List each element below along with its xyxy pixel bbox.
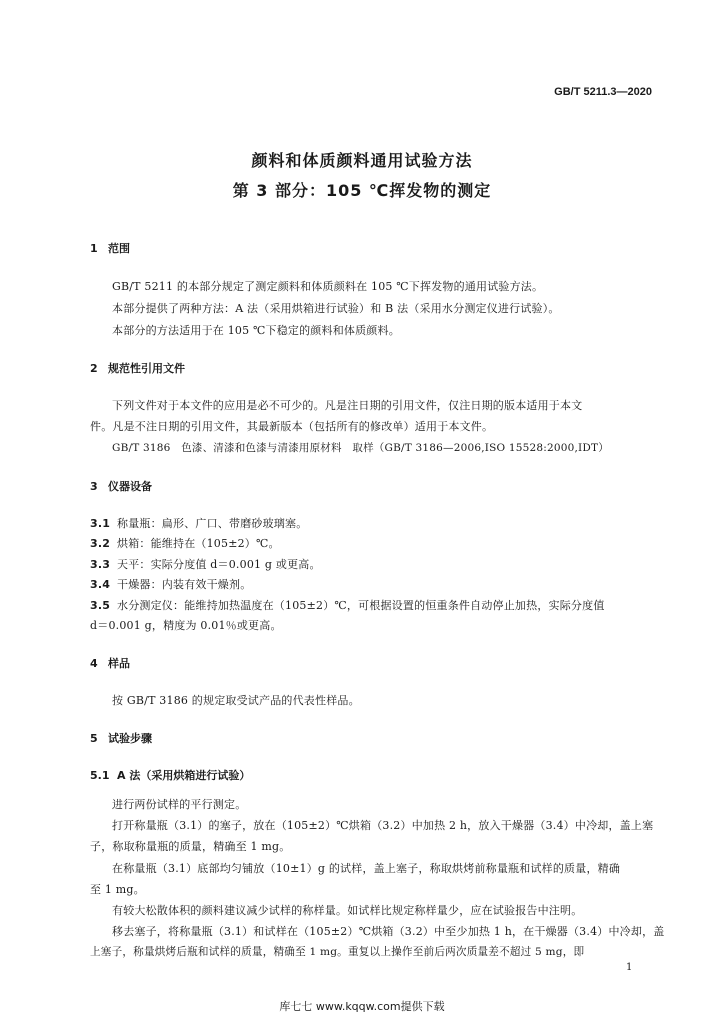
item-text: 水分测定仪：能维持加热温度在（105±2）℃，可根据设置的恒重条件自动停止加热，实际分度值: [117, 599, 605, 612]
section-title: 样品: [108, 657, 130, 670]
footer-watermark: 库七七 www.kqqw.com提供下载: [279, 1000, 445, 1013]
list-item: [90, 556, 321, 572]
document-title-line1: 颜料和体质颜料通用试验方法: [251, 151, 473, 170]
section-title: 范围: [108, 242, 130, 255]
normative-reference: GB/T 3186 色漆、清漆和色漆与清漆用原材料 取样（GB/T 3186—2006,ISO 15528:2000,IDT）: [112, 442, 609, 454]
paragraph: 下列文件对于本文件的应用是必不可少的。凡是注日期的引用文件，仅注日期的版本适用于本文: [112, 399, 583, 412]
section-5-heading: [90, 730, 152, 746]
item-text: 称量瓶：扁形、广口、带磨砂玻璃塞。: [117, 517, 308, 530]
paragraph: 本部分的方法适用于在 105 ℃下稳定的颜料和体质颜料。: [112, 324, 400, 337]
paragraph: 本部分提供了两种方法：A 法（采用烘箱进行试验）和 B 法（采用水分测定仪进行试验）。: [112, 302, 560, 315]
page-number: 1: [626, 962, 633, 973]
subsection-5-1-heading: [90, 767, 250, 783]
list-item: [90, 535, 280, 551]
document-title-line2: 第 3 部分：105 ℃挥发物的测定: [232, 181, 492, 200]
item-text: 天平：实际分度值 d＝0.001 g 或更高。: [117, 558, 321, 571]
section-2-heading: [90, 360, 185, 376]
section-number: 4: [90, 657, 98, 670]
section-3-heading: [90, 478, 152, 494]
item-text: 烘箱：能维持在（105±2）℃。: [117, 537, 280, 550]
paragraph: 子，称取称量瓶的质量，精确至 1 mg。: [90, 840, 291, 853]
paragraph: 进行两份试样的平行测定。: [112, 798, 247, 811]
section-number: 5: [90, 732, 98, 745]
item-number: 3.2: [90, 537, 111, 550]
section-1-heading: [90, 240, 130, 256]
list-item-continuation: d＝0.001 g，精度为 0.01％或更高。: [90, 619, 282, 632]
subsection-title: A 法（采用烘箱进行试验）: [117, 769, 251, 782]
item-text: 干燥器：内装有效干燥剂。: [117, 578, 252, 591]
section-number: 1: [90, 242, 98, 255]
paragraph: 在称量瓶（3.1）底部均匀铺放（10±1）g 的试样，盖上塞子，称取烘烤前称量瓶和试样的质量，精确: [112, 862, 621, 875]
subsection-number: 5.1: [90, 769, 110, 782]
paragraph: 上塞子，称量烘烤后瓶和试样的质量，精确至 1 mg。重复以上操作至前后两次质量差不超过 5 mg，即: [90, 946, 585, 958]
section-number: 3: [90, 480, 98, 493]
section-4-heading: [90, 655, 130, 671]
list-item: [90, 515, 307, 531]
item-number: 3.1: [90, 517, 111, 530]
paragraph: GB/T 5211 的本部分规定了测定颜料和体质颜料在 105 ℃下挥发物的通用试验方法。: [112, 280, 544, 293]
standard-number: GB/T 5211.3—2020: [554, 86, 652, 98]
item-number: 3.4: [90, 578, 111, 591]
section-title: 试验步骤: [108, 732, 152, 745]
item-number: 3.3: [90, 558, 111, 571]
section-title: 仪器设备: [108, 480, 152, 493]
section-number: 2: [90, 362, 98, 375]
paragraph: 件。凡是不注日期的引用文件，其最新版本（包括所有的修改单）适用于本文件。: [90, 420, 494, 433]
paragraph: 打开称量瓶（3.1）的塞子，放在（105±2）℃烘箱（3.2）中加热 2 h，放入干燥器（3.4）中冷却，盖上塞: [112, 819, 654, 832]
paragraph: 至 1 mg。: [90, 883, 145, 896]
paragraph: 移去塞子，将称量瓶（3.1）和试样在（105±2）℃烘箱（3.2）中至少加热 1 h，在干燥器（3.4）中冷却，盖: [112, 925, 665, 938]
list-item: [90, 576, 251, 592]
paragraph: 有较大松散体积的颜料建议减少试样的称样量。如试样比规定称样量少，应在试验报告中注明。: [112, 904, 583, 917]
item-number: 3.5: [90, 599, 111, 612]
paragraph: 按 GB/T 3186 的规定取受试产品的代表性样品。: [112, 694, 360, 707]
section-title: 规范性引用文件: [108, 362, 185, 375]
list-item: [90, 597, 605, 613]
